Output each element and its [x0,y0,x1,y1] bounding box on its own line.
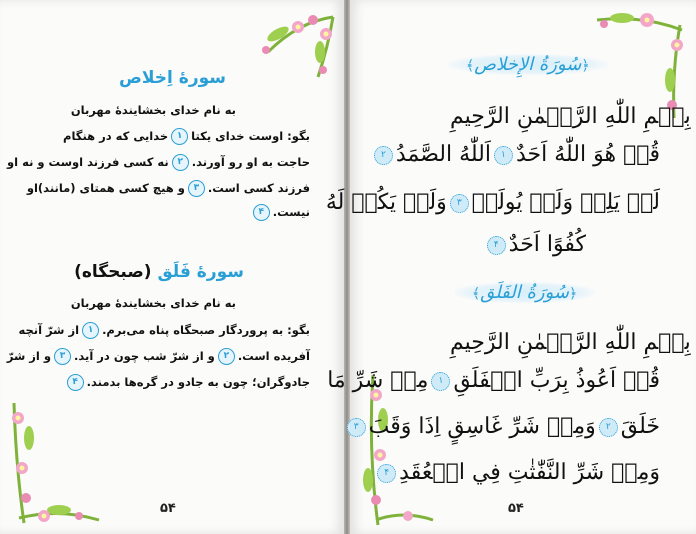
page-number: ۵۴ [160,501,176,516]
translation-line: بگو: اوست خدای یکتا۱خدایی که در هنگام [63,129,310,143]
translation-line: بگو: به پروردگار صبحگاه پناه می‌برم.۱از شرّ آنچه [18,323,310,337]
right-page [325,0,696,534]
bismillah-translation: به نام خدای بخشایندۀ مهربان [70,296,236,310]
translation-line: نیست.۴ [250,204,310,221]
verse-number-badge: ۴ [67,374,84,391]
surah-falaq-title: ﴿سُورَةُ الفَلَق﴾ [454,282,595,303]
bismillah-arabic: بِسۡمِ اللّٰهِ الرَّحۡمٰنِ الرَّحِيمِ [450,104,691,129]
surah-falaq-heading: سورۀ فَلَق (صبحگاه) [74,262,244,282]
bismillah-translation: به نام خدای بخشایندۀ مهربان [70,103,236,117]
verse-number-badge: ۳ [450,194,469,213]
verse-line: قُلۡ هُوَ اللّٰهُ اَحَدٌ۱اَللّٰهُ الصَّمَدُ۲ [371,142,660,167]
verse-number-badge: ۳ [347,418,366,437]
verse-number-badge: ۲ [218,348,235,365]
verse-number-badge: ۱ [494,146,513,165]
verse-line: قُلۡ اَعُوذُ بِرَبِّ الۡفَلَقِ۱مِنۡ شَرِّ مَا [327,368,660,393]
verse-number-badge: ۳ [188,180,205,197]
floral-ornament-icon [238,12,338,82]
floral-ornament-icon [358,370,438,530]
verse-number-badge: ۴ [253,204,270,221]
verse-number-badge: ۲ [374,146,393,165]
translation-line: فرزند کسی است.۳و هیچ کسی همتای (مانند)او [26,181,310,195]
verse-number-badge: ۲ [172,154,189,171]
translation-line: آفریده است.۲و از شرّ شب چون در آید.۳و از شرّ [6,349,310,363]
floral-ornament-icon [4,398,104,528]
verse-number-badge: ۴ [487,236,506,255]
verse-number-badge: ۱ [431,372,450,391]
surah-ikhlas-title: ﴿سُورَةُ الإِخلاص﴾ [448,54,608,75]
bismillah-arabic: بِسۡمِ اللّٰهِ الرَّحۡمٰنِ الرَّحِيمِ [450,330,691,355]
translation-line: جادوگران؛ چون به جادو در گره‌ها بدمند.۴ [64,374,310,391]
verse-line: لَمۡ يَلِدۡ وَلَمۡ يُولَدۡ۳وَلَمۡ يَكُنۡ لَهُ [325,190,660,215]
verse-line: وَمِنۡ شَرِّ النَّفّٰثٰتِ فِي الۡعُقَدِ۴ [374,460,660,485]
verse-number-badge: ۳ [54,348,71,365]
verse-number-badge: ۲ [599,418,618,437]
verse-number-badge: ۴ [377,464,396,483]
surah-ikhlas-heading: سورۀ اِخلاص [119,68,226,88]
verse-number-badge: ۱ [82,322,99,339]
left-page [0,0,344,534]
verse-number-badge: ۱ [171,128,188,145]
translation-line: حاجت به او رو آورند.۲نه کسی فرزند اوست و نه او [7,155,310,169]
verse-line: خَلَقَ۲وَمِنۡ شَرِّ غَاسِقٍ اِذَا وَقَبَ۳ [344,414,660,439]
page-number: ۵۴ [508,501,524,516]
verse-line: كُفُوًا اَحَدٌ۴ [484,232,586,257]
